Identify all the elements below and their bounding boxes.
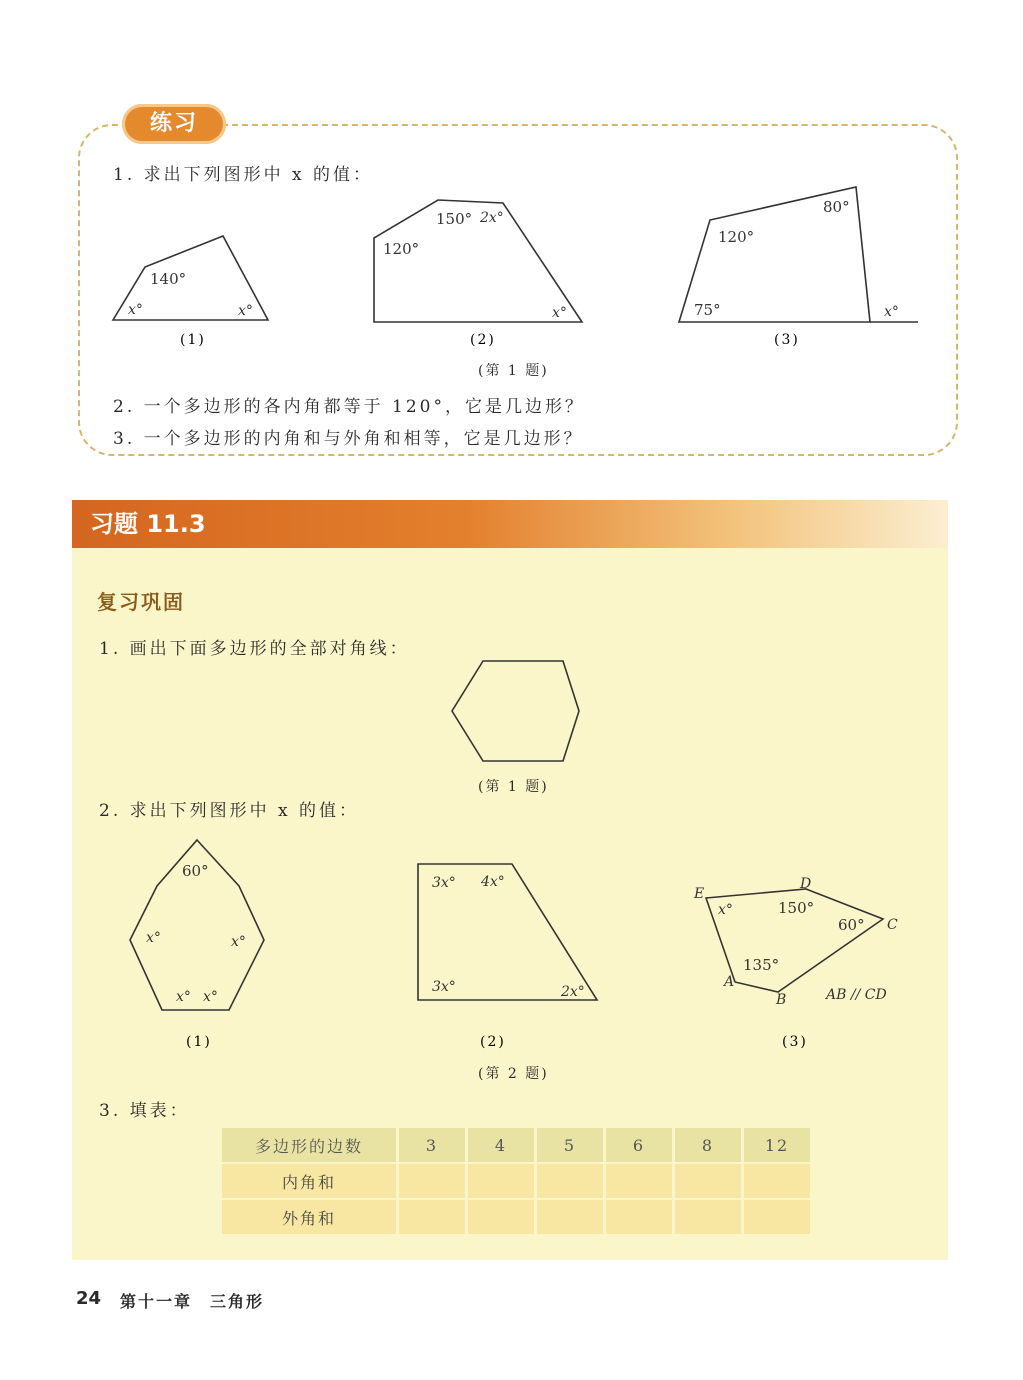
e-f3-a1: x° [718, 902, 733, 918]
table-cell[interactable] [743, 1199, 812, 1234]
table-header-cell: 8 [674, 1128, 743, 1163]
exercise-question-2: 2. 求出下列图形中 x 的值： [99, 801, 360, 821]
e-f3-B: B [776, 992, 787, 1008]
page-number: 24 [76, 1288, 102, 1309]
table-header-cell: 多边形的边数 [222, 1128, 398, 1163]
p-f3-a3: 75° [694, 301, 721, 319]
p-f3-a4: x° [884, 304, 899, 320]
practice-tag: 练习 [122, 104, 226, 144]
e-f2-a2: 4x° [481, 874, 505, 890]
p-f1-caption: (1) [180, 332, 206, 348]
hexagon [452, 661, 579, 761]
practice-question-2: 2. 一个多边形的各内角都等于 120°，它是几边形？ [113, 397, 585, 417]
chapter-label: 第十一章 三角形 [120, 1292, 265, 1311]
e-f2-a1: 3x° [432, 875, 456, 891]
e-f3-note: AB // CD [826, 987, 887, 1003]
p-f1-a1: 140° [150, 270, 187, 288]
exercise-q1-caption: (第 1 题) [478, 779, 549, 795]
table-cell[interactable] [674, 1163, 743, 1199]
e-f2-caption: (2) [480, 1034, 506, 1050]
table-row [222, 1199, 812, 1234]
table-header-cell: 3 [398, 1128, 467, 1163]
table-header-cell: 4 [467, 1128, 536, 1163]
table-cell[interactable] [536, 1163, 605, 1199]
p-f2-a3: 120° [383, 240, 420, 258]
e-f1-a2: x° [146, 930, 161, 946]
p-f3-a2: 120° [718, 228, 755, 246]
table-cell[interactable] [467, 1163, 536, 1199]
p-f1-a2: x° [128, 302, 143, 318]
e-f3-a3: 60° [838, 916, 865, 934]
table-cell[interactable] [467, 1199, 536, 1234]
exercise-question-1: 1. 画出下面多边形的全部对角线： [99, 639, 410, 659]
table-cell[interactable] [743, 1163, 812, 1199]
table-header-cell: 12 [743, 1128, 812, 1163]
e-f3-E: E [694, 886, 705, 902]
review-heading: 复习巩固 [97, 590, 185, 614]
practice-q1-caption: (第 1 题) [478, 363, 549, 379]
table-header-row [222, 1128, 812, 1163]
exercise-title: 习题 11.3 [90, 510, 206, 538]
p-f1-a3: x° [238, 303, 253, 319]
table-header-cell: 6 [605, 1128, 674, 1163]
table-cell[interactable] [674, 1199, 743, 1234]
table-cell[interactable] [398, 1163, 467, 1199]
p-f2-a2: 2x° [480, 210, 504, 226]
p-f2-caption: (2) [470, 332, 496, 348]
table-row-label: 内角和 [222, 1163, 398, 1199]
e-f3-A: A [724, 974, 735, 990]
table-cell[interactable] [605, 1163, 674, 1199]
e-f2-a4: 2x° [561, 984, 585, 1000]
e-f1-caption: (1) [186, 1034, 212, 1050]
e-f1-a3: x° [231, 934, 246, 950]
table-row-label: 外角和 [222, 1199, 398, 1234]
practice-question-3: 3. 一个多边形的内角和与外角和相等，它是几边形？ [113, 429, 584, 449]
table-cell[interactable] [398, 1199, 467, 1234]
e-f3-C: C [887, 917, 898, 933]
e-f3-a2: 150° [778, 899, 815, 917]
table-cell[interactable] [536, 1199, 605, 1234]
exercise-question-3: 3. 填表： [99, 1101, 190, 1121]
table-row [222, 1163, 812, 1199]
practice-question-1: 1. 求出下列图形中 x 的值： [113, 165, 374, 185]
exercise-q2-caption: (第 2 题) [478, 1066, 549, 1082]
fill-table [222, 1128, 813, 1234]
table-cell[interactable] [605, 1199, 674, 1234]
p-f2-a4: x° [552, 305, 567, 321]
table-header-cell: 5 [536, 1128, 605, 1163]
e-f1-a4: x° [176, 989, 191, 1005]
e-f2-a3: 3x° [432, 979, 456, 995]
p-f3-caption: (3) [774, 332, 800, 348]
e-f1-a1: 60° [182, 862, 209, 880]
e-f3-D: D [800, 876, 812, 892]
e-f1-a5: x° [203, 989, 218, 1005]
p-f3-a1: 80° [823, 198, 850, 216]
e-f3-caption: (3) [782, 1034, 808, 1050]
p-f2-a1: 150° [436, 210, 473, 228]
e-f3-a4: 135° [743, 956, 780, 974]
